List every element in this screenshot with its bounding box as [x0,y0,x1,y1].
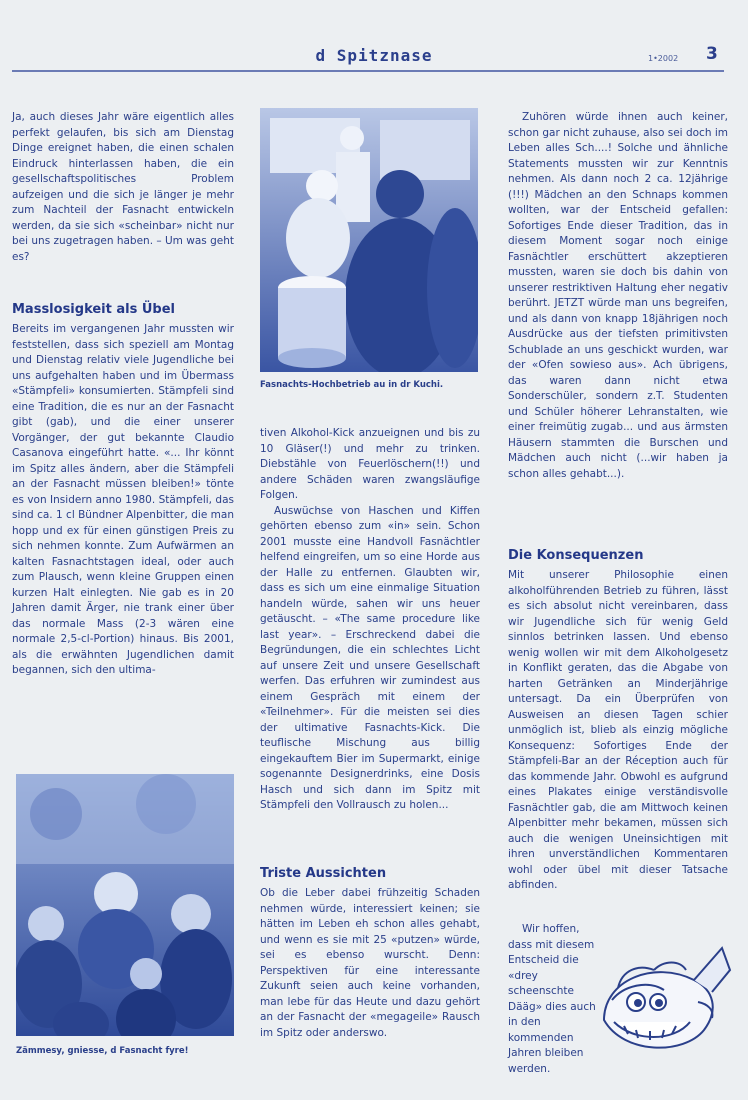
konsequenzen-body: Mit unserer Philosophie einen alkoholführenden Betrieb zu führen, lässt es sich absolut nicht vereinbaren, dass wir Jugendliche sich für wenig Geld sinnlos betrinken lassen. Und ebenso wenig wollen wir mit dem Alkoholgesetz in Konflikt geraten, das die Abgabe von harten Getränken an Minderjährige untersagt. Da ein Überprüfen von Ausweisen an diesen Tagen schier unmöglich ist, blieb als einzig mögliche Konsequenz: Sofortiges Ende der Stämpfeli-Bar an der Réception auch für das kommende Jahr. Obwohl es aufgrund eines Plakates einige verständisvolle Fasnächtler gab, die am Mittwoch keinen Alpenbitter mehr bekamen, müssen sich auch die wenigen Uneinsichtigen mit ihren unverständlichen Kommentaren wohl oder übel mit dieser Tatsache abfinden. [508,569,728,891]
masslosigkeit-body: Bereits im vergangenen Jahr mussten wir feststellen, dass sich speziell am Montag und Dienstag relativ viele Jugendliche bei uns aufgehalten haben und im Übermass «Stämpfeli» konsumierten. Stämpfeli sind eine Tradition, die es nur an der Fasnacht gibt (gab), und die einer unserer Vorgänger, der gut bekannte Claudio Casanova eingeführt hatte. «... Ihr könnt im Spitz alles ändern, aber die Stämpfeli an der Fasnacht müssen bleiben!» tönte es von Insidern anno 1980. Stämpfeli, das sind ca. 1 cl Bündner Alpenbitter, die man hopp und ex für einen günstigen Preis zu sich nehmen konnte. Zum Aufwärmen an kalten Fasnachtstagen ideal, oder auch zum Plausch, wenn kleine Gruppen einen kurzen Halt einlegten. Nie gab es in 20 Jahren damit Ärger, nie trank einer über das normale Mass (2-3 wären eine normale 2,5-cl-Portion) hinaus. Bis 2001, als die erwähnten Jugendlichen damit begannen, sich den ultima- [12,323,234,676]
col2-continuation: tiven Alkohol-Kick anzueignen und bis zu 10 Gläser(!) und mehr zu trinken. Diebstähle von Feuerlöschern(!!) und andere Schäden waren zwangsläufige Folgen. Auswüchse von Haschen und Kiffen gehörten ebenso zum «in» sein. Schon 2001 musste eine Handvoll Fasnächtler helfend eingreifen, um so eine Horde aus der Halle zu entfernen. Glaubten wir, dass es sich um eine einmalige Situation handeln würde, sahen wir uns heuer getäuscht. – «The same procedure like last year». – Erschreckend dabei die Begründungen, die ein schlechtes Licht auf unsere Zeit und unsere Gesellschaft werfen. Das erfuhren wir zumindest aus einem Gespräch mit einem der «Teilnehmer». Für die meisten sei dies der ultimative Fasnachts-Kick. Die teuflische Mischung aus billig eingekauftem Bier im Supermarkt, einige sogenannte Designerdrinks, eine Dosis Hasch und sich dann im Spitz mit Stämpfeli den Vollrausch zu holen... [260,427,480,811]
photo-crowd-caption: Zämmesy, gniesse, d Fasnacht fyre! [16,1046,189,1056]
heading-konsequenzen: Die Konsequenzen [508,548,644,563]
closing-paragraph: Wir hoffen, dass mit diesem Entscheid die «drey scheenschte Dääg» dies auch in den kommenden Jahren bleiben werden. [508,923,596,1075]
header-rule [12,70,724,72]
page-number: 3 [706,44,718,64]
triste-aussichten-body: Ob die Leber dabei frühzeitig Schaden nehmen würde, interessiert keinen; sie hätten im Leben eh schon alles gehabt, und wenn es sie mit 25 «putzen» würde, sei es ebenso wurscht. Denn: Perspektiven für eine interessante Zukunft seien auch keine vorhanden, man lebe für das Heute und dazu gehört an der Fasnacht der «megageile» Rausch im Spitz oder anderswo. [260,887,480,1039]
fish-mascot-icon [594,930,736,1064]
photo-kitchen-caption: Fasnachts-Hochbetrieb au in dr Kuchi. [260,380,444,390]
photo-crowd [16,774,234,1036]
issue-number: 1•2002 [648,54,679,63]
heading-masslosigkeit: Masslosigkeit als Übel [12,302,176,317]
intro-paragraph: Ja, auch dieses Jahr wäre eigentlich alles perfekt gelaufen, bis sich am Dienstag Dinge ereignet haben, die einen schalen Eindruck hinterlassen haben, die ein gesellschaftspolitisches Problem aufzeigen und die sich je länger je mehr zum Nachteil der Fasnacht entwickeln werden, da sie sich «scheinbar» nicht nur bei uns zugetragen haben. – Um was geht es? [12,111,234,263]
newsletter-title: d Spitznase [315,46,433,65]
photo-kitchen [260,108,478,372]
heading-triste-aussichten: Triste Aussichten [260,866,387,881]
col3-paragraph: Zuhören würde ihnen auch keiner, schon gar nicht zuhause, also sei doch im Leben alles Sch....! Solche und ähnliche Statements mussten wir zur Kenntnis nehmen. Als dann noch 2 ca. 12jährige (!!!) Mädchen an den Schnaps kommen wollten, war der Entscheid gefallen: Sofortiges Ende dieser Tradition, das in diesem Moment sogar noch einige Fasnächtler erschüttert akzeptieren mussten, waren sie doch bis dahin von unserer restriktiven Haltung eher negativ berührt. JETZT würde man uns begreifen, und als dann von knapp 18jährigen noch Ausdrücke aus der tiefsten primitivsten Schublade an uns geschickt wurden, war der «Ofen sowieso aus». Ach übrigens, das waren dann nicht etwa Sonderschüler, sondern z.T. Studenten und Schüler höherer Lehranstalten, wie einer freimütig zugab... und aus ärmsten Häusern stammten die Burschen und Mädchen auch nicht (...wir haben ja schon alles gehabt...). [508,111,728,480]
